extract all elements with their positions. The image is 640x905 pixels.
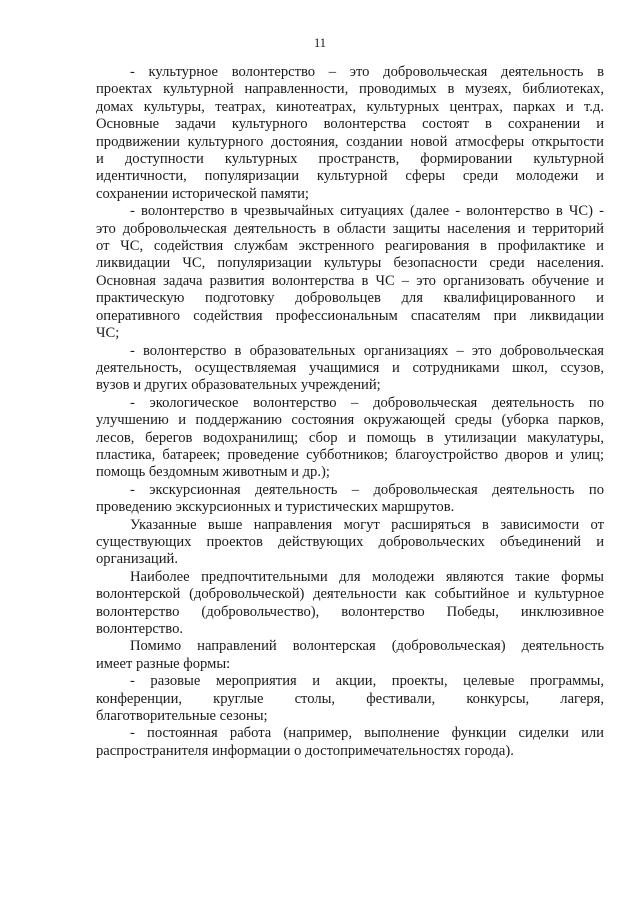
text-line: практическую подготовку добровольцев для квалифицированного и <box>96 290 604 307</box>
paragraph <box>96 673 604 725</box>
text-line: волонтерство (добровольчество), волонтерство Победы, инклюзивное <box>96 603 604 620</box>
text-line: организаций. <box>96 551 178 568</box>
paragraph <box>96 569 604 639</box>
text-line: помощь бездомным животным и др.); <box>96 464 330 481</box>
text-line: пластика, батареек; проведение субботников; благоустройство дворов и улиц; <box>96 446 604 463</box>
paragraph <box>96 395 604 482</box>
text-line: ликвидации ЧС, популяризации культуры безопасности среди населения. <box>96 255 604 272</box>
text-line: - экологическое волонтерство – добровольческая деятельность по <box>130 394 604 411</box>
text-line: деятельность, осуществляемая учащимися и сотрудниками школ, ссузов, <box>96 359 604 376</box>
paragraph <box>96 203 604 342</box>
text-line: лесов, берегов водохранилищ; сбор и помощь в утилизации макулатуры, <box>96 429 604 446</box>
paragraph <box>96 482 604 517</box>
text-line: распространителя информации о достопримечательностях города). <box>96 742 514 759</box>
text-line: волонтерство. <box>96 621 184 637</box>
text-line: ЧС; <box>96 325 120 342</box>
page-number: 11 <box>313 36 327 50</box>
paragraph <box>96 638 604 673</box>
text-line: это добровольческая деятельность в области защиты населения и территорий <box>96 220 604 237</box>
text-line: вузов и других образовательных учреждений; <box>96 377 381 394</box>
paragraph <box>96 64 604 203</box>
document-body <box>96 64 604 760</box>
text-line: - постоянная работа (например, выполнение функции сиделки или <box>130 725 604 742</box>
text-line: Основные задачи культурного волонтерства состоят в сохранении и <box>96 116 604 133</box>
text-line: проектах культурной направленности, проводимых в музеях, библиотеках, <box>96 81 604 98</box>
text-line: - волонтерство в образовательных организациях – это добровольческая <box>130 342 604 359</box>
text-line: волонтерской (добровольческой) деятельности как событийное и культурное <box>96 586 604 603</box>
text-line: имеет разные формы: <box>96 655 231 672</box>
text-line: существующих проектов действующих добровольческих объединений и <box>96 533 604 550</box>
text-line: от ЧС, содействия службам экстренного реагирования в профилактике и <box>96 238 604 255</box>
text-line: улучшению и поддержанию состояния окружающей среды (уборка парков, <box>96 412 604 429</box>
text-line: оперативного содействия профессиональным спасателям при ликвидации <box>96 307 604 324</box>
text-line: Помимо направлений волонтерская (добровольческая) деятельность <box>130 638 604 655</box>
text-line: Указанные выше направления могут расширяться в зависимости от <box>130 516 604 533</box>
text-line: - разовые мероприятия и акции, проекты, целевые программы, <box>130 673 604 690</box>
text-line: сохранении исторической памяти; <box>96 185 309 202</box>
text-line: проведению экскурсионных и туристических маршрутов. <box>96 499 455 516</box>
text-line: - культурное волонтерство – это добровольческая деятельность в <box>130 64 604 80</box>
text-line: - экскурсионная деятельность – добровольческая деятельность по <box>130 481 604 498</box>
paragraph <box>96 343 604 395</box>
text-line: Основная задача развития волонтерства в ЧС – это организовать обучение и <box>96 272 604 289</box>
text-line: Наиболее предпочтительными для молодежи являются такие формы <box>130 568 604 585</box>
text-line: продвижении культурного достояния, создании новой атмосферы открытости <box>96 133 604 150</box>
text-line: и доступности культурных пространств, формировании культурной <box>96 151 604 168</box>
text-line: идентичности, популяризации культурной сферы среди молодежи и <box>96 168 604 185</box>
paragraph <box>96 725 604 760</box>
paragraph <box>96 517 604 569</box>
text-line: конференции, круглые столы, фестивали, конкурсы, лагеря, <box>96 690 604 707</box>
text-line: благотворительные сезоны; <box>96 708 268 725</box>
text-line: - волонтерство в чрезвычайных ситуациях (далее - волонтерство в ЧС) - <box>130 203 604 220</box>
text-line: домах культуры, театрах, кинотеатрах, культурных центрах, парках и т.д. <box>96 98 604 115</box>
